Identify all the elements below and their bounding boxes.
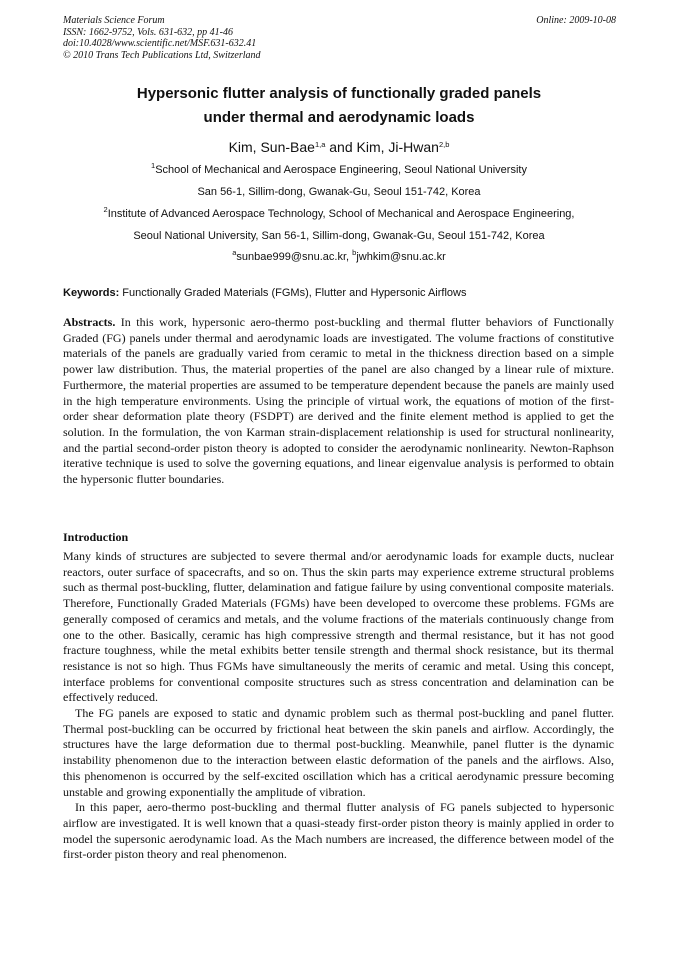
keywords-label: Keywords: (63, 287, 120, 299)
keywords-text: Functionally Graded Materials (FGMs), Flutter and Hypersonic Airflows (119, 287, 467, 299)
affiliation-2-sup: 2 (103, 205, 108, 214)
intro-paragraph-3: In this paper, aero-thermo post-buckling and thermal flutter analysis of FG panels subjected to hypersonic airflow are investigated. It is well known that a quasi-steady first-order piston theory is mainly applied in order to model the supersonic aerodynamic load. As the Mach numbers are increased, the difference between model of the first-order piston theory and real phenomenon. (63, 800, 614, 862)
intro-paragraph-2: The FG panels are exposed to static and dynamic problem such as thermal post-buckling and panel flutter. Thermal post-buckling can be occurred by frictional heat between the skin panels and airflow. Accordingly, the structures have the large deformation due to thermal post-buckling. Meanwhile, panel flutter is the dynamic instability phenomenon due to the interaction between elastic deformation of the panels and the airflows. Also, this phenomenon is occurred by the self-excited oscillation which has a critical aerodynamic pressure becoming unstable and growing exponentially the amplitude of vibration. (63, 706, 614, 799)
keywords-line (63, 286, 615, 300)
affiliation-1-sup: 1 (151, 161, 156, 170)
paper-title (60, 82, 618, 130)
abstract-paragraph (63, 315, 614, 488)
author-2-sup: 2,b (438, 140, 450, 149)
affiliation-2-line-2: Seoul National University, San 56-1, Sillim-dong, Gwanak-Gu, Seoul 151-742, Korea (133, 230, 545, 242)
author-1-sup: 1,a (314, 140, 326, 149)
affiliation-1-text: School of Mechanical and Aerospace Engineering, Seoul National University (155, 164, 527, 176)
email-a-sup: a (232, 248, 237, 257)
copyright-line: © 2010 Trans Tech Publications Ltd, Switzerland (63, 49, 261, 61)
affiliation-1-line-1 (55, 163, 623, 178)
abstract-text: In this work, hypersonic aero-thermo post-buckling and thermal flutter behaviors of Functionally Graded (FG) panels under thermal and aerodynamic loads are investigated. The volume fractions of constitutive materials of the panels are gradually varied from ceramic to metal in the thickness direction based on a simple power law distribution. Thus, the material properties of the panel are also changed by a linear rule of mixture. Furthermore, the material properties are assumed to be temperature dependent because the panels are mainly used in the high temperature environments. Using the principle of virtual work, the equations of motion of the first-order shear deformation plate theory (FSDPT) are derived and the finite element method is applied to get the solution. In the formulation, the von Karman strain-displacement relationship is used for structural nonlinearity, and the partial second-order piston theory is adopted to consider the aerodynamic nonlinearity. Newton-Raphson iterative technique is used to solve the governing equations, and linear eigenvalue analysis is performed to obtain the hypersonic flutter boundaries. (63, 315, 614, 487)
issn-line: ISSN: 1662-9752, Vols. 631-632, pp 41-46 (63, 26, 233, 38)
title-line-2: under thermal and aerodynamic loads (203, 109, 475, 126)
email-b-sup: b (352, 248, 357, 257)
introduction-body (63, 549, 614, 863)
doi-line: doi:10.4028/www.scientific.net/MSF.631-632.41 (63, 38, 257, 49)
title-line-1: Hypersonic flutter analysis of functionally graded panels (136, 85, 542, 102)
email-line (55, 250, 623, 265)
author-line (60, 138, 618, 156)
online-date: Online: 2009-10-08 (536, 15, 616, 26)
affiliation-2-text: Institute of Advanced Aerospace Technology, School of Mechanical and Aerospace Engineering, (107, 208, 575, 220)
email-b: jwhkim@snu.ac.kr (356, 251, 446, 263)
author-1: Kim, Sun-Bae (228, 139, 315, 155)
affiliation-2-line-1 (55, 207, 623, 222)
journal-header (63, 15, 261, 61)
affiliation-1-line-2: San 56-1, Sillim-dong, Gwanak-Gu, Seoul 151-742, Korea (197, 186, 481, 198)
author-conjunction: and (325, 139, 357, 155)
intro-paragraph-1: Many kinds of structures are subjected to severe thermal and/or aerodynamic loads for example ducts, nuclear reactors, outer surface of spacecrafts, and so on. Thus the skin parts may experience extreme structural problems such as thermal post-buckling, flutter, delamination and fatigue failure by using conventional composite materials. Therefore, Functionally Graded Materials (FGMs) have been developed to overcome these problems. FGMs are generally composed of ceramics and metals, and the volume fractions of the materials continuously change from one to the other. Basically, ceramic has high compressive strength and thermal resistance, but it has not good fracture toughness, while the metal exhibits better tensile strength and thermal shock resistance, but its thermal resistance is not so high. Thus FGMs have simultaneously the merits of ceramic and metal. Using this concept, interface problems for conventional composite structures such as stress concentration and delamination can be effectively reduced. (63, 549, 614, 705)
abstract-label: Abstracts. (63, 315, 116, 329)
email-a: sunbae999@snu.ac.kr, (236, 251, 353, 263)
journal-name: Materials Science Forum (63, 15, 165, 26)
author-2: Kim, Ji-Hwan (356, 139, 439, 155)
introduction-heading: Introduction (63, 530, 129, 544)
